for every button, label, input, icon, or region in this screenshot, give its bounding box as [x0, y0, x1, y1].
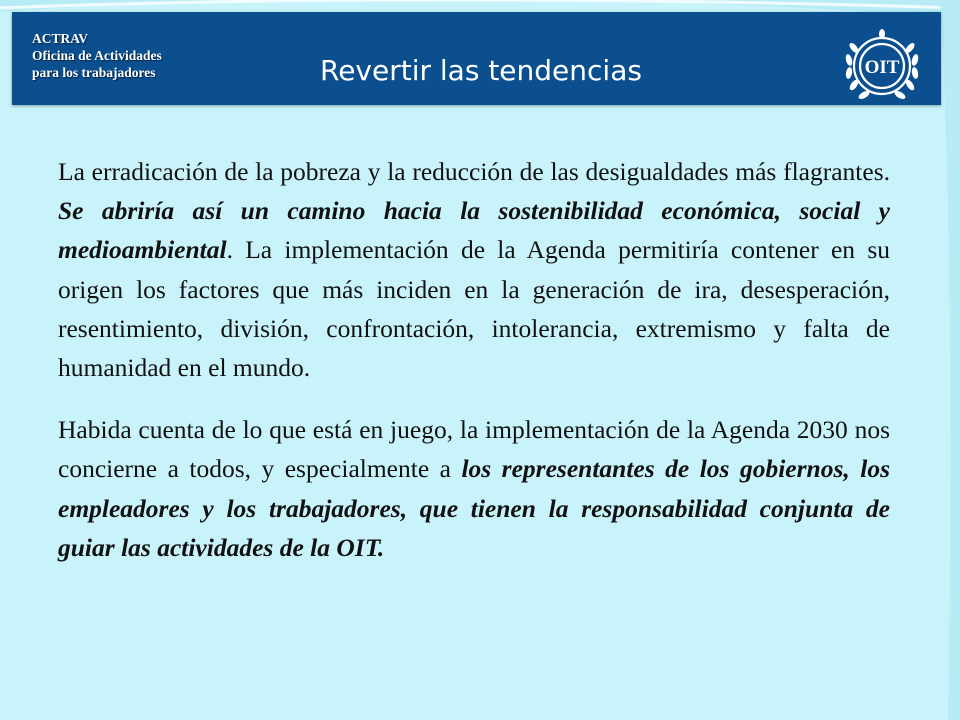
slide-title: Revertir las tendencias: [320, 54, 642, 87]
title-banner: [12, 12, 941, 105]
p2-text-a: Habida cuenta de lo que está en juego, la implementación de la Agenda 2030 nos concierne a todos, y especialmente a: [58, 415, 890, 484]
org-line-2: Oficina de Actividades: [32, 48, 162, 63]
org-name-block: [32, 30, 162, 81]
logo-text: OIT: [864, 57, 900, 78]
p1-text-a: La erradicación de la pobreza y la reducción de las desigualdades más flagrantes.: [58, 157, 890, 186]
paragraph-2: [58, 410, 890, 567]
ilo-logo-icon: [840, 26, 924, 106]
org-line-3: para los trabajadores: [32, 65, 156, 80]
p1-emphasis: Se abriría así un camino hacia la sostenibilidad económica, social y medioambiental: [58, 196, 890, 265]
p1-text-b: . La implementación de la Agenda permitiría contener en su origen los factores que más inciden en la generación de ira, desesperación, resentimiento, división, confrontación, intolerancia, extremismo y falta de humanidad en el mundo.: [58, 235, 890, 383]
p2-emphasis: los representantes de los gobiernos, los empleadores y los trabajadores, que tienen la responsabilidad conjunta de guiar las actividades de la OIT.: [58, 454, 890, 562]
paragraph-1: [58, 152, 890, 387]
slide-body: [58, 152, 890, 567]
org-line-1: ACTRAV: [32, 31, 89, 46]
